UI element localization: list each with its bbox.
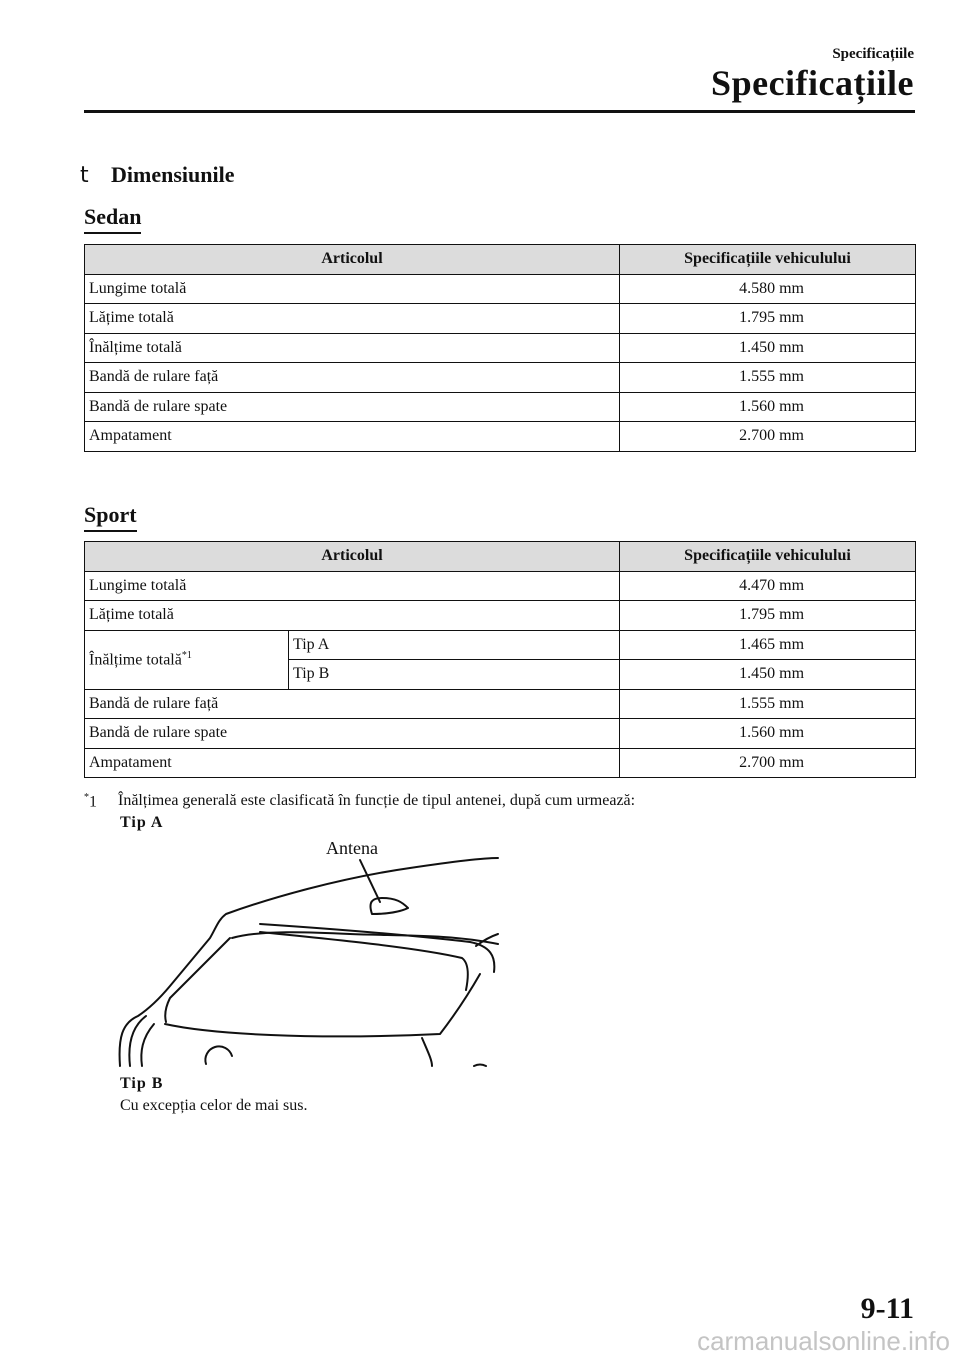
item-cell: Bandă de rulare spate	[85, 392, 620, 422]
section-bullet-icon: t	[80, 163, 89, 188]
header-rule	[84, 110, 915, 113]
value-cell: 1.795 mm	[620, 601, 916, 631]
value-cell: 1.560 mm	[620, 392, 916, 422]
tip-b-description: Cu excepția celor de mai sus.	[120, 1097, 308, 1114]
item-cell: Ampatament	[85, 748, 620, 778]
table-row	[85, 274, 916, 304]
value-cell: 1.555 mm	[620, 363, 916, 393]
value-cell: 1.450 mm	[620, 660, 916, 690]
sedan-spec-table	[84, 244, 916, 452]
sub-item-cell: Tip B	[289, 660, 620, 690]
table-header-row	[85, 542, 916, 572]
sedan-title: Sedan	[84, 204, 141, 234]
item-cell: Lățime totală	[85, 601, 620, 631]
tip-b-label: Tip B	[120, 1075, 164, 1092]
footnote-text: Înălțimea generală este clasificată în funcție de tipul antenei, după cum urmează:	[118, 792, 636, 809]
section-title: Dimensiunile	[111, 162, 235, 187]
value-cell: 4.470 mm	[620, 571, 916, 601]
value-cell: 2.700 mm	[620, 422, 916, 452]
value-cell: 4.580 mm	[620, 274, 916, 304]
value-cell: 1.555 mm	[620, 689, 916, 719]
table-header-row	[85, 245, 916, 275]
item-cell: Bandă de rulare spate	[85, 719, 620, 749]
tip-a-label: Tip A	[120, 814, 164, 831]
sport-title: Sport	[84, 502, 137, 532]
sub-item-cell: Tip A	[289, 630, 620, 660]
item-cell: Lungime totală	[85, 274, 620, 304]
table-row	[85, 333, 916, 363]
item-cell	[85, 630, 289, 689]
column-header-spec: Specificațiile vehiculului	[620, 245, 916, 275]
table-row	[85, 748, 916, 778]
car-rear-illustration	[110, 838, 510, 1070]
chapter-title: Specificațiile	[711, 63, 914, 103]
table-row	[85, 571, 916, 601]
running-header: Specificațiile	[832, 46, 914, 62]
value-cell: 1.795 mm	[620, 304, 916, 334]
footnote-mark: *1	[84, 792, 97, 811]
item-cell: Ampatament	[85, 422, 620, 452]
item-cell: Lățime totală	[85, 304, 620, 334]
value-cell: 1.560 mm	[620, 719, 916, 749]
antenna-callout: Antena	[326, 838, 378, 858]
table-row	[85, 422, 916, 452]
item-cell: Lungime totală	[85, 571, 620, 601]
table-row	[85, 601, 916, 631]
item-cell: Bandă de rulare față	[85, 363, 620, 393]
item-label: Înălțime totală	[89, 651, 182, 669]
table-row	[85, 719, 916, 749]
column-header-item: Articolul	[85, 542, 620, 572]
watermark: carmanualsonline.info	[697, 1326, 950, 1356]
footnote-ref: *1	[181, 649, 192, 661]
table-row	[85, 304, 916, 334]
page-number: 9-11	[860, 1292, 914, 1325]
item-cell: Bandă de rulare față	[85, 689, 620, 719]
table-row	[85, 392, 916, 422]
table-row	[85, 689, 916, 719]
table-row	[85, 630, 916, 660]
sport-spec-table	[84, 541, 916, 778]
column-header-spec: Specificațiile vehiculului	[620, 542, 916, 572]
item-cell: Înălțime totală	[85, 333, 620, 363]
value-cell: 1.450 mm	[620, 333, 916, 363]
column-header-item: Articolul	[85, 245, 620, 275]
table-row	[85, 363, 916, 393]
value-cell: 1.465 mm	[620, 630, 916, 660]
value-cell: 2.700 mm	[620, 748, 916, 778]
